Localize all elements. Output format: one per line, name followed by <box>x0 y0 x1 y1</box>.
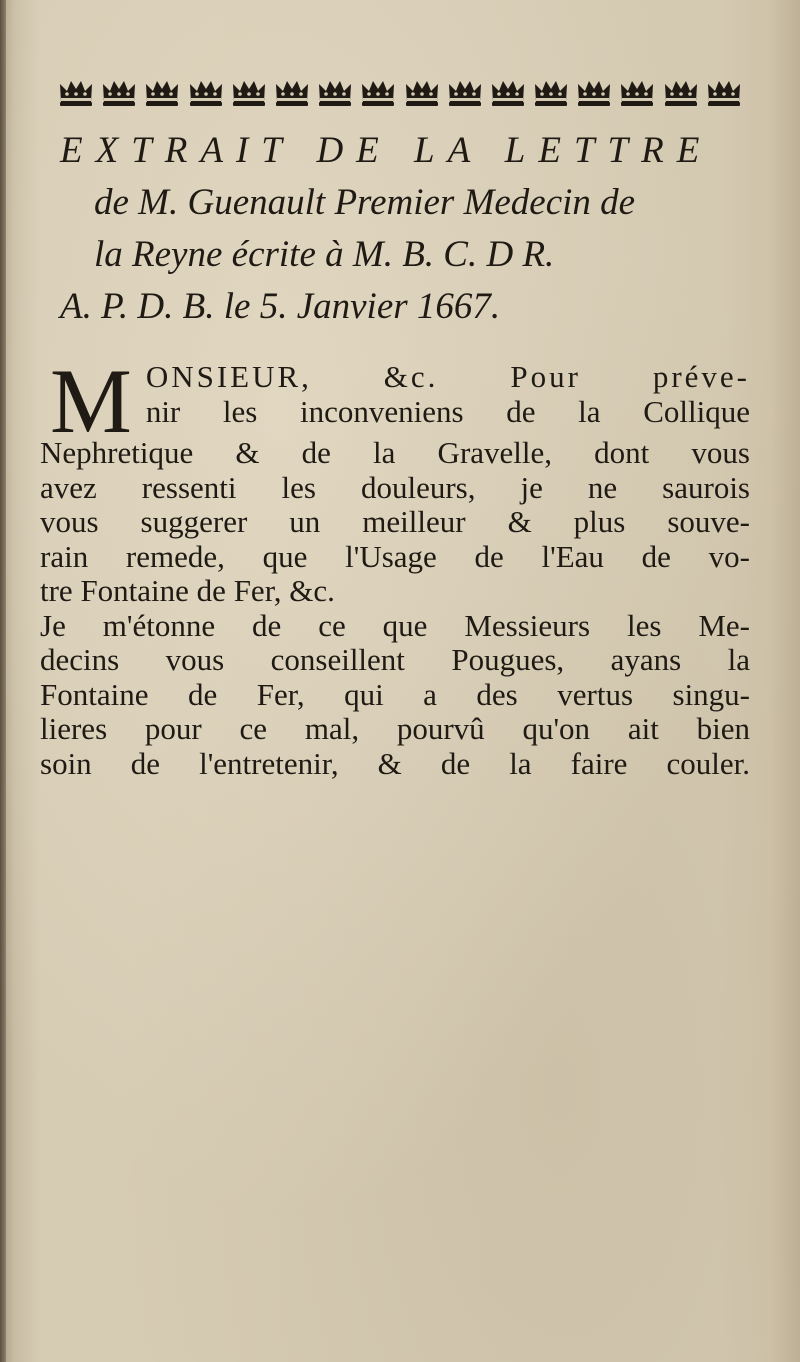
crown-icon <box>663 76 699 108</box>
text-line: Nephretique & de la Gravelle, dont vous <box>40 435 750 470</box>
crown-icon <box>101 76 137 108</box>
text-line: decins vous conseillent Pougues, ayans la <box>40 642 750 677</box>
heading-line-1: EXTRAIT DE LA LETTRE <box>60 130 713 171</box>
crown-icon <box>619 76 655 108</box>
page-spine-edge <box>0 0 6 1362</box>
text-line: Je m'étonne de ce que Messieurs les Me- <box>40 607 750 643</box>
crown-icon <box>317 76 353 108</box>
drop-cap: M <box>50 350 132 452</box>
crown-icon <box>231 76 267 108</box>
letter-heading <box>60 125 760 333</box>
letter-body <box>40 350 750 781</box>
heading-line-4: A. P. D. B. le 5. Janvier 1667. <box>60 286 501 327</box>
text-line: soin de l'entretenir, & de la faire couler. <box>40 745 750 781</box>
text-line: avez ressenti les douleurs, je ne saurois <box>40 469 750 505</box>
paragraph-1 <box>40 350 750 609</box>
text-line: ONSIEUR, &c. Pour préve- <box>145 359 750 394</box>
text-line: nir les inconveniens de la Collique <box>145 393 750 429</box>
heading-line-2: de M. Guenault Premier Medecin de <box>94 182 636 223</box>
text-line: Fontaine de Fer, qui a des vertus singu- <box>40 676 750 712</box>
crown-icon <box>360 76 396 108</box>
text-line: rain remede, que l'Usage de l'Eau de vo- <box>40 538 750 574</box>
crown-icon <box>188 76 224 108</box>
crown-icon <box>490 76 526 108</box>
crown-ornament-band <box>58 72 742 112</box>
crown-icon <box>533 76 569 108</box>
crown-icon <box>58 76 94 108</box>
heading-line-3: la Reyne écrite à M. B. C. D R. <box>94 234 555 275</box>
crown-icon <box>706 76 742 108</box>
crown-icon <box>576 76 612 108</box>
paragraph-2 <box>40 609 750 782</box>
text-line: lieres pour ce mal, pourvû qu'on ait bien <box>40 711 750 746</box>
crown-icon <box>144 76 180 108</box>
crown-icon <box>447 76 483 108</box>
crown-icon <box>274 76 310 108</box>
text-line: vous suggerer un meilleur & plus souve- <box>40 504 750 539</box>
text-line: tre Fontaine de Fer, &c. <box>40 573 335 608</box>
crown-icon <box>404 76 440 108</box>
